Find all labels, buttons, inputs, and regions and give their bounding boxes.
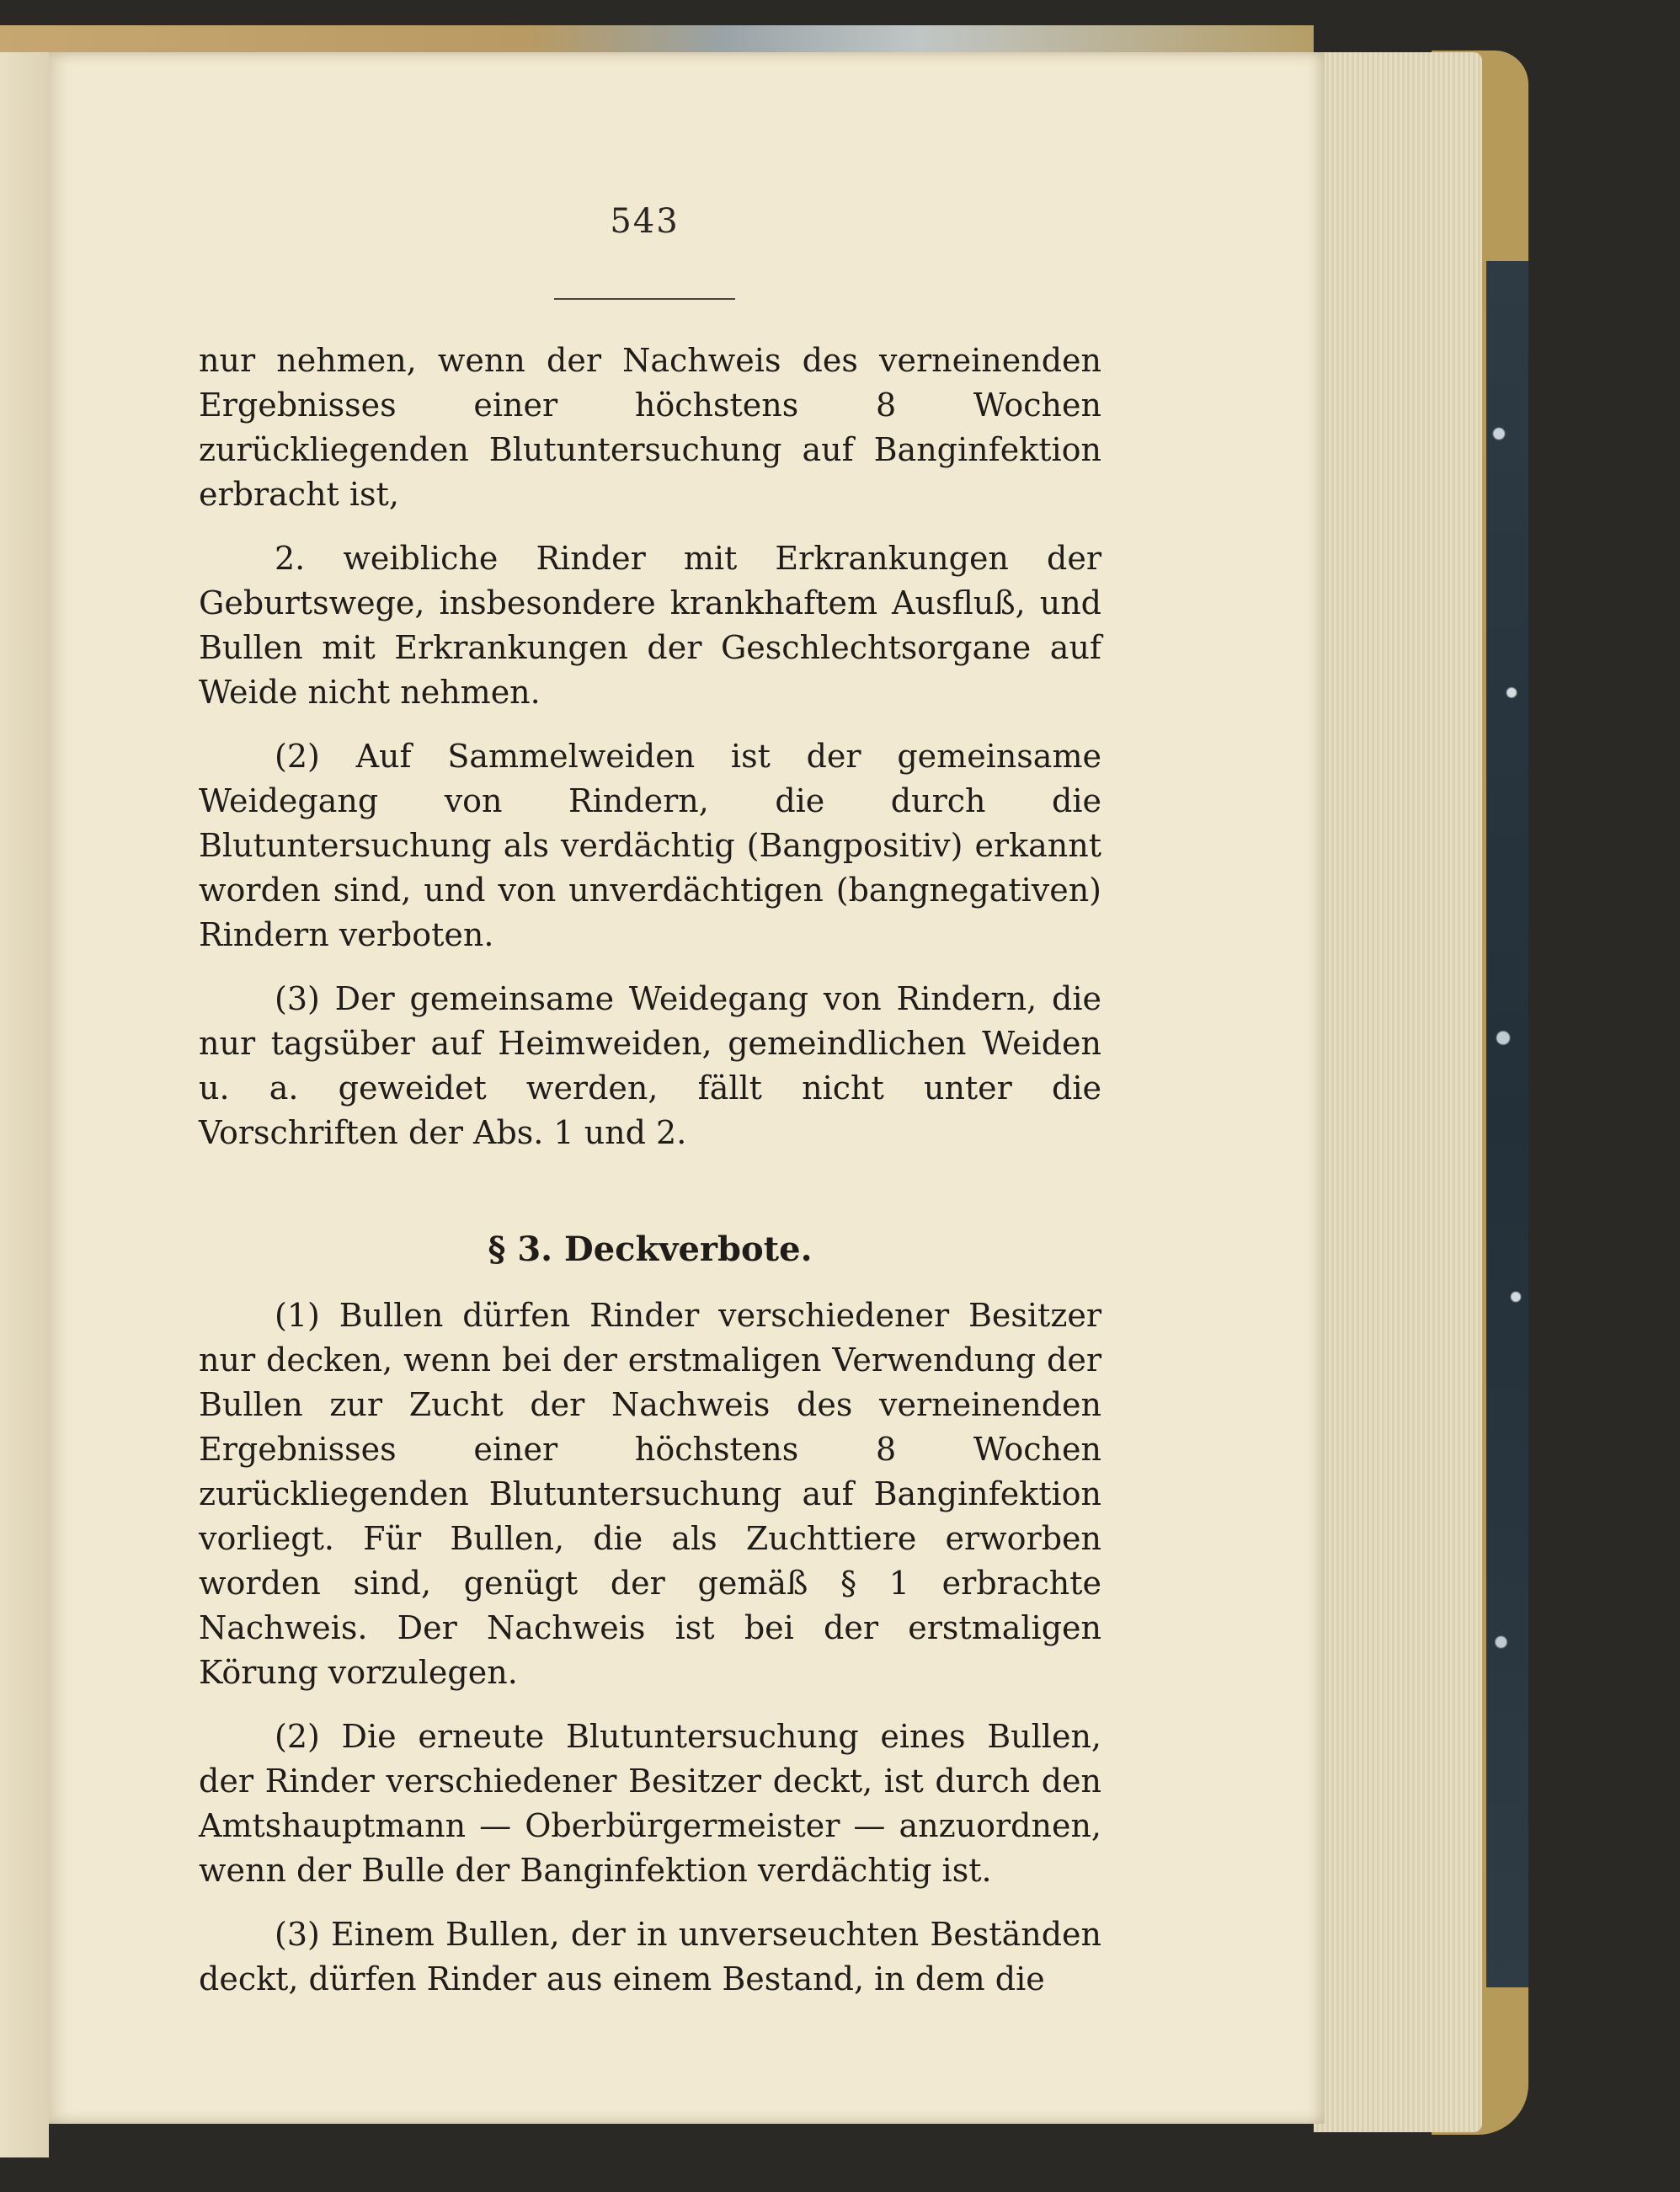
paragraph-s3-abs-3: (3) Einem Bullen, der in unverseuchten Beständen deckt, dürfen Rinder aus einem Bestand, in dem die (199, 1916, 1101, 1997)
facing-page-edge (0, 52, 49, 2157)
book-page (49, 52, 1325, 2124)
page-body (199, 339, 1101, 2021)
paragraph-item-2: 2. weibliche Rinder mit Erkrankungen der Geburtswege, insbesondere krankhaftem Ausfluß, und Bullen mit Erkrankungen der Geschlechtsorgane auf Weide nicht nehmen. (199, 540, 1101, 711)
paragraph-abs-2: (2) Auf Sammelweiden ist der gemeinsame Weidegang von Rindern, die durch die Blutuntersuchung als verdächtig (Bangpositiv) erkannt worden sind, und von unverdächtigen (bangnegativen) Rindern verboten. (199, 738, 1101, 953)
paragraph-s3-abs-2: (2) Die erneute Blutuntersuchung eines Bullen, der Rinder verschiedener Besitzer deckt, ist durch den Amtshauptmann — Oberbürgermeister — anzuordnen, wenn der Bulle der Banginfektion verdächtig ist. (199, 1718, 1101, 1889)
page-stack-edge (1314, 52, 1482, 2132)
section-heading: § 3. Deckverbote. (488, 1229, 813, 1269)
paragraph-continuation: nur nehmen, wenn der Nachweis des verneinenden Ergebnisses einer höchstens 8 Wochen zurückliegenden Blutuntersuchung auf Banginfektion erbracht ist, (199, 342, 1101, 513)
page-number: 543 (610, 202, 680, 241)
paragraph-abs-3: (3) Der gemeinsame Weidegang von Rindern, die nur tagsüber auf Heimweiden, gemeindlichen Weiden u. a. geweidet werden, fällt nicht unter die Vorschriften der Abs. 1 und 2. (199, 980, 1101, 1151)
paragraph-s3-abs-1: (1) Bullen dürfen Rinder verschiedener Besitzer nur decken, wenn bei der erstmaligen Verwendung der Bullen zur Zucht der Nachweis des verneinenden Ergebnisses einer höchstens 8 Wochen zurückliegenden Blutuntersuchung auf Banginfektion vorliegt. Für Bullen, die als Zuchttiere erworben worden sind, genügt der gemäß § 1 erbrachte Nachweis. Der Nachweis ist bei der erstmaligen Körung vorzulegen. (199, 1297, 1101, 1691)
page-number-rule (554, 298, 735, 300)
marbled-cover-pattern (1486, 261, 1528, 1987)
